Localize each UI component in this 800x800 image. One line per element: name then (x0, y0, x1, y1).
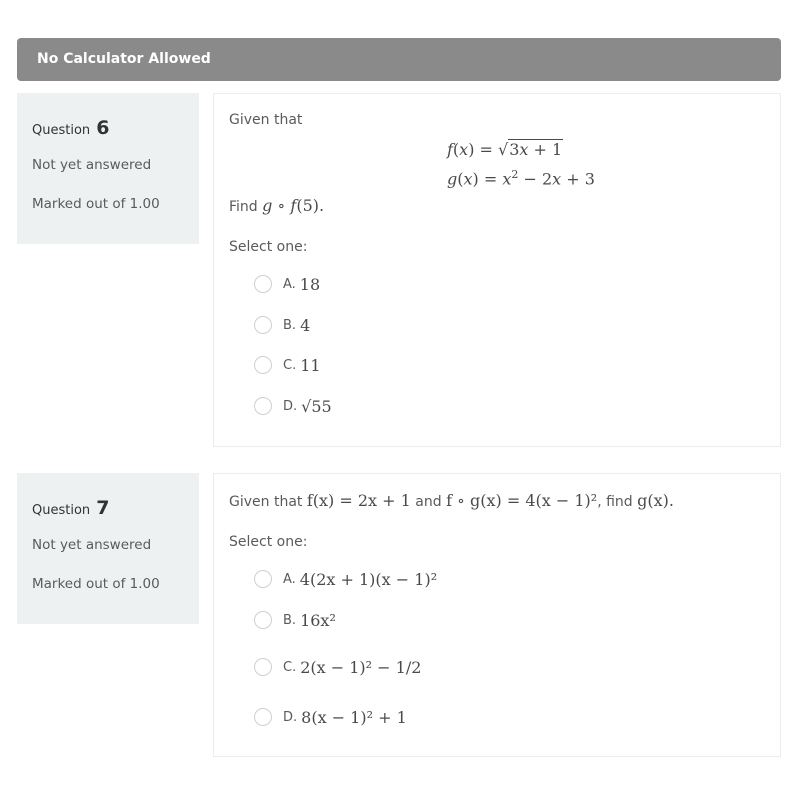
radio-button[interactable] (254, 708, 272, 726)
radio-button[interactable] (254, 611, 272, 629)
radio-button[interactable] (254, 316, 272, 334)
question-marks: Marked out of 1.00 (32, 196, 160, 212)
radio-button[interactable] (254, 275, 272, 293)
no-calculator-banner: No Calculator Allowed (17, 38, 781, 81)
question-6-content (213, 93, 781, 447)
option-b[interactable] (254, 609, 336, 631)
option-letter: A. (283, 276, 296, 292)
option-letter: D. (283, 709, 298, 725)
find-text: Find g ∘ f(5). (229, 196, 325, 215)
question-label: Question 7 (32, 497, 110, 519)
select-one-label: Select one: (229, 239, 308, 255)
option-a[interactable] (254, 568, 437, 590)
question-marks: Marked out of 1.00 (32, 576, 160, 592)
option-value: 8(x − 1)² + 1 (301, 707, 407, 727)
option-letter: D. (283, 398, 298, 414)
option-b[interactable] (254, 314, 310, 336)
equation-g: $g(x) = x^2 - 2x + 3$ (447, 168, 595, 189)
question-status: Not yet answered (32, 157, 152, 173)
option-c[interactable] (254, 354, 321, 376)
option-value: 2(x − 1)² − 1/2 (300, 657, 422, 677)
question-number: 6 (96, 117, 110, 139)
question-6-info (17, 93, 199, 244)
option-value: 16x² (300, 610, 336, 630)
question-7-info (17, 473, 199, 624)
select-one-label: Select one: (229, 534, 308, 550)
question-prompt: Given that f(x) = 2x + 1 and f ∘ g(x) = 4(x − 1)², find g(x). (229, 491, 674, 510)
option-value: 4(2x + 1)(x − 1)² (299, 569, 438, 589)
radio-button[interactable] (254, 570, 272, 588)
radio-button[interactable] (254, 658, 272, 676)
radio-button[interactable] (254, 397, 272, 415)
option-letter: B. (283, 612, 297, 628)
option-letter: C. (283, 659, 297, 675)
option-value: 11 (300, 355, 321, 375)
option-letter: C. (283, 357, 297, 373)
option-value: 4 (300, 315, 311, 335)
question-number: 7 (96, 497, 110, 519)
question-status: Not yet answered (32, 537, 152, 553)
option-letter: A. (283, 571, 296, 587)
option-c[interactable] (254, 656, 421, 678)
option-a[interactable] (254, 273, 320, 295)
option-d[interactable] (254, 395, 332, 417)
option-value: 18 (299, 274, 321, 294)
option-letter: B. (283, 317, 297, 333)
radio-button[interactable] (254, 356, 272, 374)
question-intro: Given that (229, 112, 303, 128)
option-d[interactable] (254, 706, 407, 728)
question-label: Question 6 (32, 117, 110, 139)
question-7-content (213, 473, 781, 757)
option-value: √55 (301, 396, 332, 416)
equation-f: f(x) = √3x + 1 (447, 140, 563, 159)
